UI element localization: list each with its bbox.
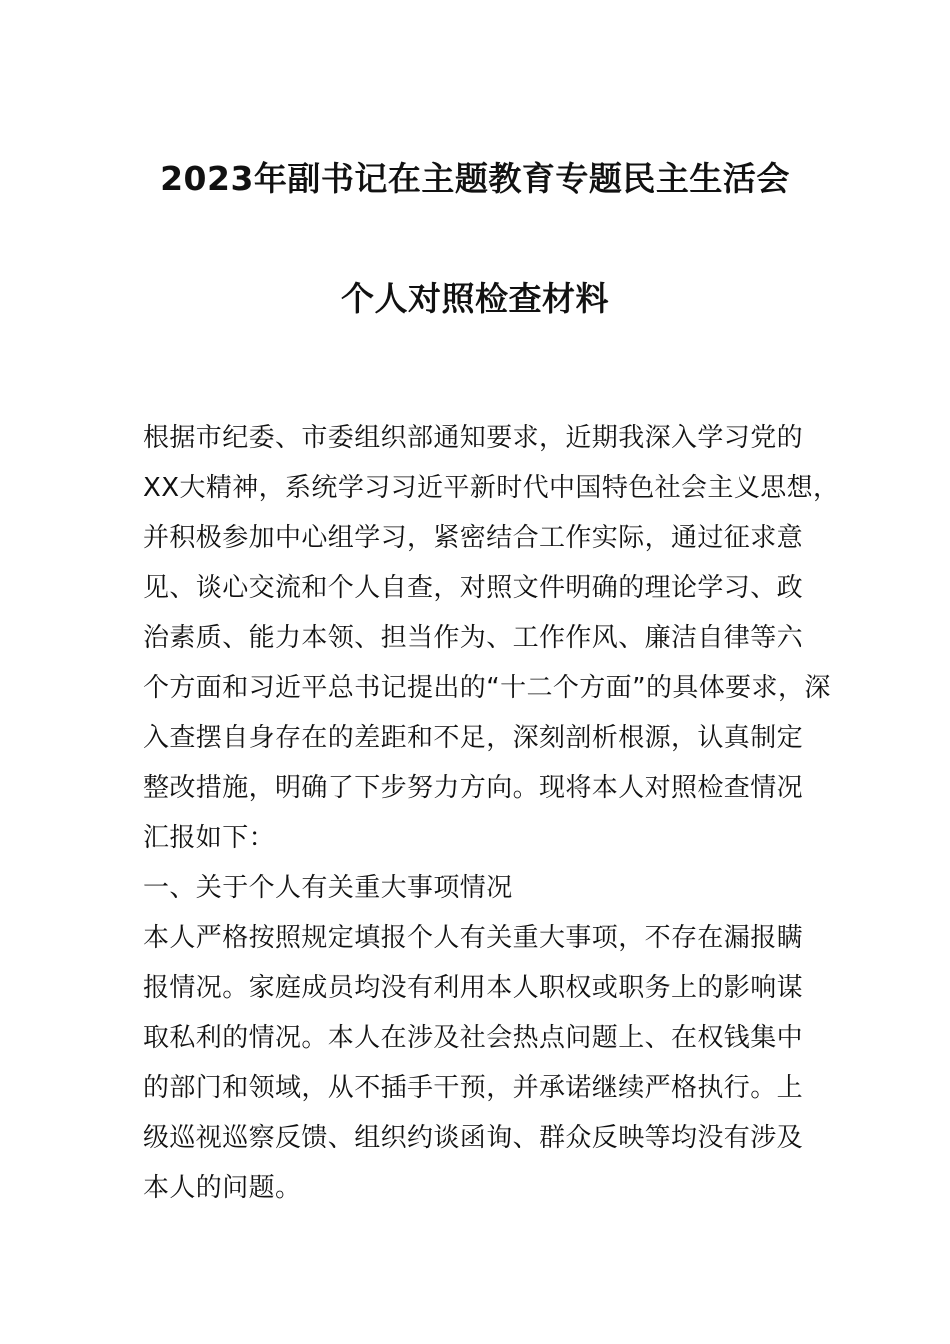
section-1-heading: 一、关于个人有关重大事项情况 [143,873,513,903]
document-title-line-1: 2023年副书记在主题教育专题民主生活会 [160,159,790,198]
intro-line: 并积极参加中心组学习，紧密结合工作实际，通过征求意 [143,523,804,553]
intro-line: XX大精神，系统学习习近平新时代中国特色社会主义思想， [143,473,840,503]
intro-paragraph [143,413,843,863]
section-1-line: 级巡视巡察反馈、组织约谈函询、群众反映等均没有涉及 [143,1123,804,1153]
section-1-line: 取私利的情况。本人在涉及社会热点问题上、在权钱集中 [143,1023,804,1053]
document-title-line-2: 个人对照检查材料 [341,279,609,318]
intro-line: 根据市纪委、市委组织部通知要求，近期我深入学习党的 [143,423,804,453]
section-1-line: 的部门和领域，从不插手干预，并承诺继续严格执行。上 [143,1073,804,1103]
section-1-line: 本人严格按照规定填报个人有关重大事项，不存在漏报瞒 [143,923,804,953]
intro-line: 个方面和习近平总书记提出的“十二个方面”的具体要求，深 [143,673,831,703]
section-1-line: 本人的问题。 [143,1173,302,1203]
intro-line: 整改措施，明确了下步努力方向。现将本人对照检查情况 [143,773,804,803]
intro-line: 治素质、能力本领、担当作为、工作作风、廉洁自律等六 [143,623,804,653]
section-1-line: 报情况。家庭成员均没有利用本人职权或职务上的影响谋 [143,973,804,1003]
intro-line: 入查摆自身存在的差距和不足，深刻剖析根源，认真制定 [143,723,804,753]
intro-line: 汇报如下： [143,823,276,853]
intro-line: 见、谈心交流和个人自查，对照文件明确的理论学习、政 [143,573,804,603]
section-1-paragraph [143,913,843,1213]
